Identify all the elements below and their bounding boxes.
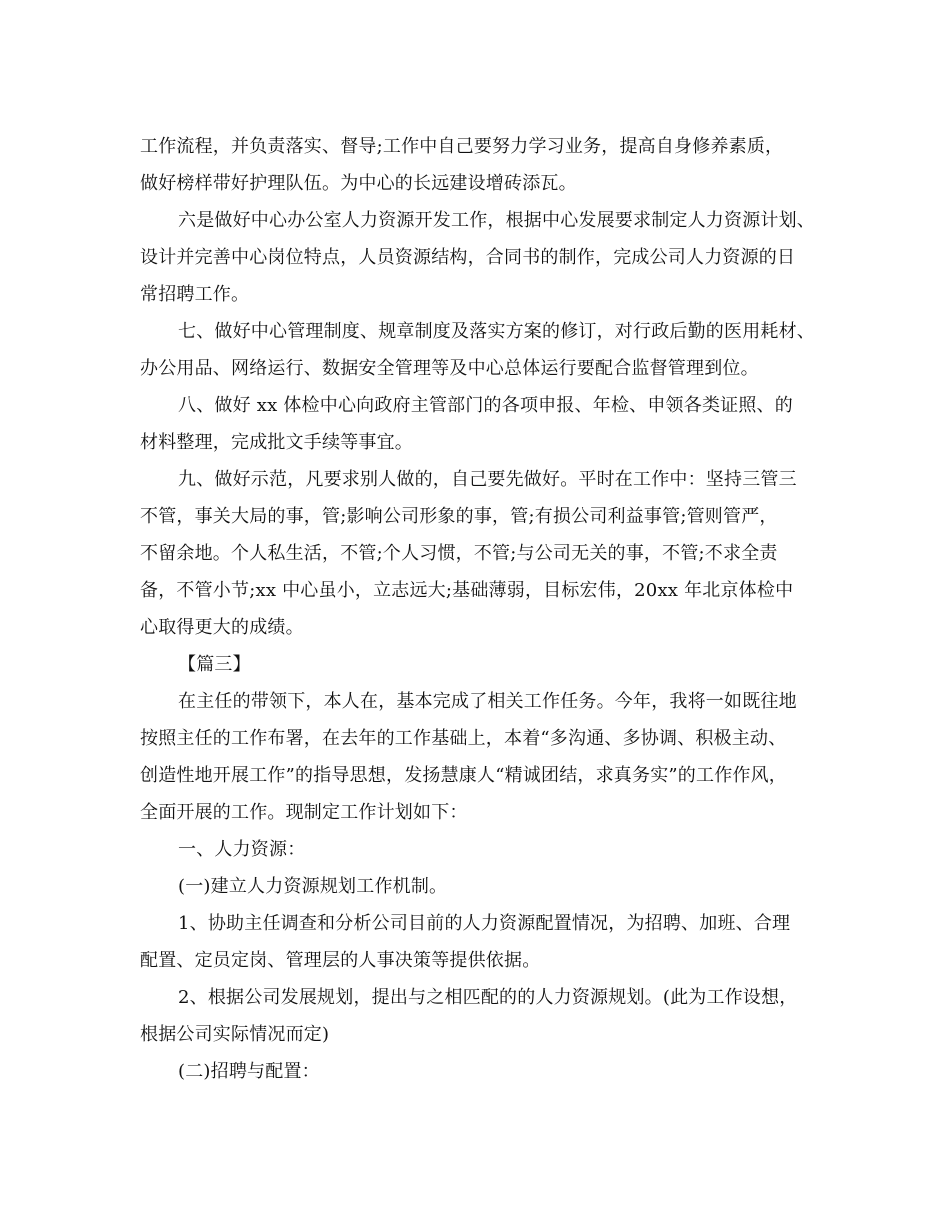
text-line: 常招聘工作。 xyxy=(140,284,250,305)
text-line: 创造性地开展工作”的指导思想，发扬慧康人“精诚团结，求真务实”的工作作风， xyxy=(140,765,788,786)
text-line: 备，不管小节;xx 中心虽小，立志远大;基础薄弱，目标宏伟，20xx 年北京体检中 xyxy=(140,580,794,601)
text-line: 做好榜样带好护理队伍。为中心的长远建设增砖添瓦。 xyxy=(140,173,577,194)
text-line: 【篇三】 xyxy=(178,654,251,675)
text-line: 八、做好 xx 体检中心向政府主管部门的各项申报、年检、申领各类证照、的 xyxy=(178,395,793,416)
text-line: 工作流程，并负责落实、督导;工作中自己要努力学习业务，提高自身修养素质， xyxy=(140,136,784,157)
text-line: 按照主任的工作布署，在去年的工作基础上，本着“多沟通、多协调、积极主动、 xyxy=(140,728,787,749)
text-line: (一)建立人力资源规划工作机制。 xyxy=(178,876,448,897)
text-line: 七、做好中心管理制度、规章制度及落实方案的修订，对行政后勤的医用耗材、 xyxy=(178,321,815,342)
text-line: 全面开展的工作。现制定工作计划如下： xyxy=(140,802,468,823)
text-line: 一、人力资源： xyxy=(178,839,306,860)
text-line: 办公用品、网络运行、数据安全管理等及中心总体运行要配合监督管理到位。 xyxy=(140,358,759,379)
text-line: 不管，事关大局的事，管;影响公司形象的事，管;有损公司利益事管;管则管严， xyxy=(140,506,778,527)
text-line: 2、根据公司发展规划，提出与之相匹配的的人力资源规划。(此为工作设想， xyxy=(178,987,798,1008)
text-line: 材料整理，完成批文手续等事宜。 xyxy=(140,432,413,453)
text-line: 设计并完善中心岗位特点，人员资源结构，合同书的制作，完成公司人力资源的日 xyxy=(140,247,796,268)
text-line: 配置、定员定岗、管理层的人事决策等提供依据。 xyxy=(140,950,541,971)
text-line: 不留余地。个人私生活，不管;个人习惯，不管;与公司无关的事，不管;不求全责 xyxy=(140,543,778,564)
text-line: 心取得更大的成绩。 xyxy=(140,617,304,638)
text-line: 在主任的带领下，本人在，基本完成了相关工作任务。今年，我将一如既往地 xyxy=(178,691,797,712)
text-line: 九、做好示范，凡要求别人做的，自己要先做好。平时在工作中：坚持三管三 xyxy=(178,469,797,490)
document-body xyxy=(140,128,830,1090)
text-line: 六是做好中心办公室人力资源开发工作，根据中心发展要求制定人力资源计划、 xyxy=(178,210,815,231)
text-line: 1、协助主任调查和分析公司目前的人力资源配置情况，为招聘、加班、合理 xyxy=(178,913,791,934)
text-line: 根据公司实际情况而定) xyxy=(140,1024,330,1045)
text-line: (二)招聘与配置： xyxy=(178,1061,320,1082)
